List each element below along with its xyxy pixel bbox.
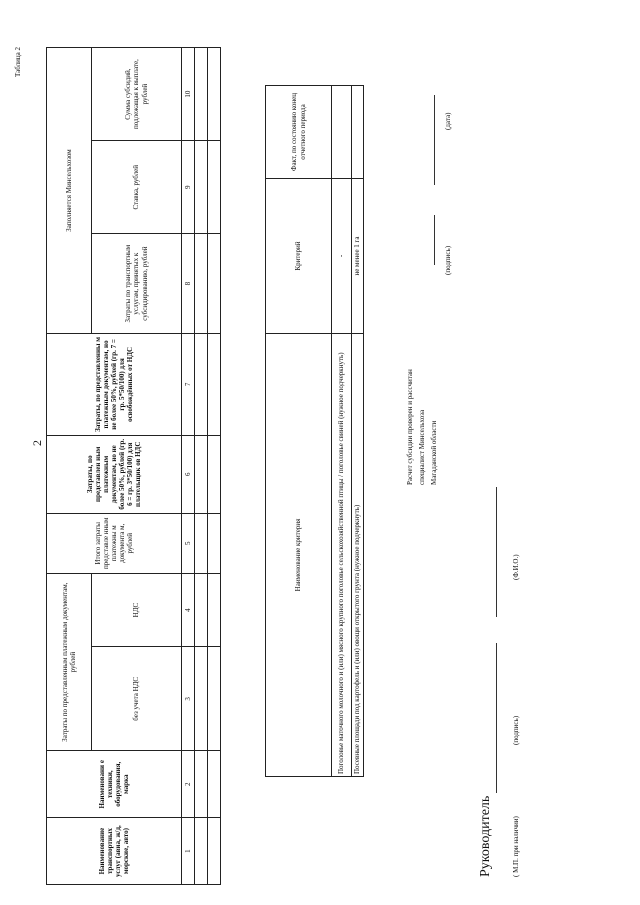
header-costs-vat-payers: Затраты, по представлен ным платежным документам, но не более 50%, рублей (гр. 6 = гр. 3*50/100) для плательщик ов НДС — [47, 435, 182, 513]
rotated-page-content — [10, 35, 570, 885]
col-number: 3 — [182, 647, 195, 751]
col-number: 1 — [182, 818, 195, 885]
table-row — [332, 86, 352, 777]
fact-value — [332, 86, 352, 179]
calc-text-line2: специалист Минсельхоза — [418, 409, 426, 485]
criterion-name: Посевные площади под картофель и (или) овощи открытого грунта (нужное подчеркнуть) — [352, 334, 364, 777]
col-number: 7 — [182, 333, 195, 435]
calc-text-line1: Расчет субсидии проверен и рассчитан — [406, 369, 414, 485]
spec-sign-label: (подпись) — [444, 245, 452, 275]
criteria-table — [265, 85, 364, 777]
table-row — [208, 48, 221, 885]
header-vat: НДС — [92, 573, 182, 646]
fact-value — [352, 86, 364, 179]
header-without-vat: без учета НДС — [92, 647, 182, 751]
header-costs-vat-exempt: Затраты, по представленны м платежным документам, но не более 50%, рублей (гр. 7 = гр. 5*50/100) для освобождённых от НДС — [47, 333, 182, 435]
col-number: 5 — [182, 513, 195, 573]
date-label: (дата) — [444, 112, 452, 130]
header-rate: Ставка, рублей — [92, 141, 182, 234]
subsidy-table — [46, 47, 221, 885]
head-name-line — [496, 487, 497, 617]
header-ministry-group: Заполняется Минсельхозом — [47, 48, 92, 334]
spec-sign-line — [434, 215, 435, 265]
header-criterion: Критерий — [266, 179, 332, 334]
page-number: 2 — [30, 440, 44, 446]
criterion-value: не менее 1 га — [352, 179, 364, 334]
col-number: 6 — [182, 435, 195, 513]
column-numbers-row — [182, 48, 195, 885]
header-fact: Факт, по состоянию конец отчетного периода — [266, 86, 332, 179]
criterion-name: Поголовье маточного молочного и (или) мясного крупного поголовье сельскохозяйственной птицы / поголовье свиней (нужное подчеркнуть) — [332, 334, 352, 777]
col-number: 4 — [182, 573, 195, 646]
table-row — [195, 48, 208, 885]
header-total-costs: Итого затраты представле нным платежны м документа м, рублей — [47, 513, 182, 573]
head-title: Руководитель — [478, 795, 493, 877]
header-accepted-costs: Затраты по транспортным услугам, принятых к субсидированию, рублей — [92, 234, 182, 334]
calc-text-line3: Магаданской области — [430, 420, 438, 485]
header-equipment-name: Наименовани е техники, оборудования, марка — [47, 751, 182, 818]
stamp-label: ( М.П. при наличии) — [512, 816, 520, 877]
date-line — [434, 95, 435, 185]
header-criterion-name: Наименование критерия — [266, 334, 332, 777]
table-row — [352, 86, 364, 777]
col-number: 9 — [182, 141, 195, 234]
criterion-value: - — [332, 179, 352, 334]
col-number: 8 — [182, 234, 195, 334]
header-transport-services: Наименование транспортных услуг (авиа, ж/д, морские, авто) — [47, 818, 182, 885]
head-sign-label: (подпись) — [512, 715, 520, 745]
col-number: 2 — [182, 751, 195, 818]
head-name-label: (Ф.И.О.) — [512, 554, 520, 580]
header-costs-group: Затраты по представленным платежным документам, рублей — [47, 573, 92, 750]
table-label: Таблица 2 — [14, 47, 22, 77]
head-sign-line — [496, 643, 497, 793]
col-number: 10 — [182, 48, 195, 141]
header-subsidy-sum: Сумма субсидий, подлежащая к выплате, рублей — [92, 48, 182, 141]
